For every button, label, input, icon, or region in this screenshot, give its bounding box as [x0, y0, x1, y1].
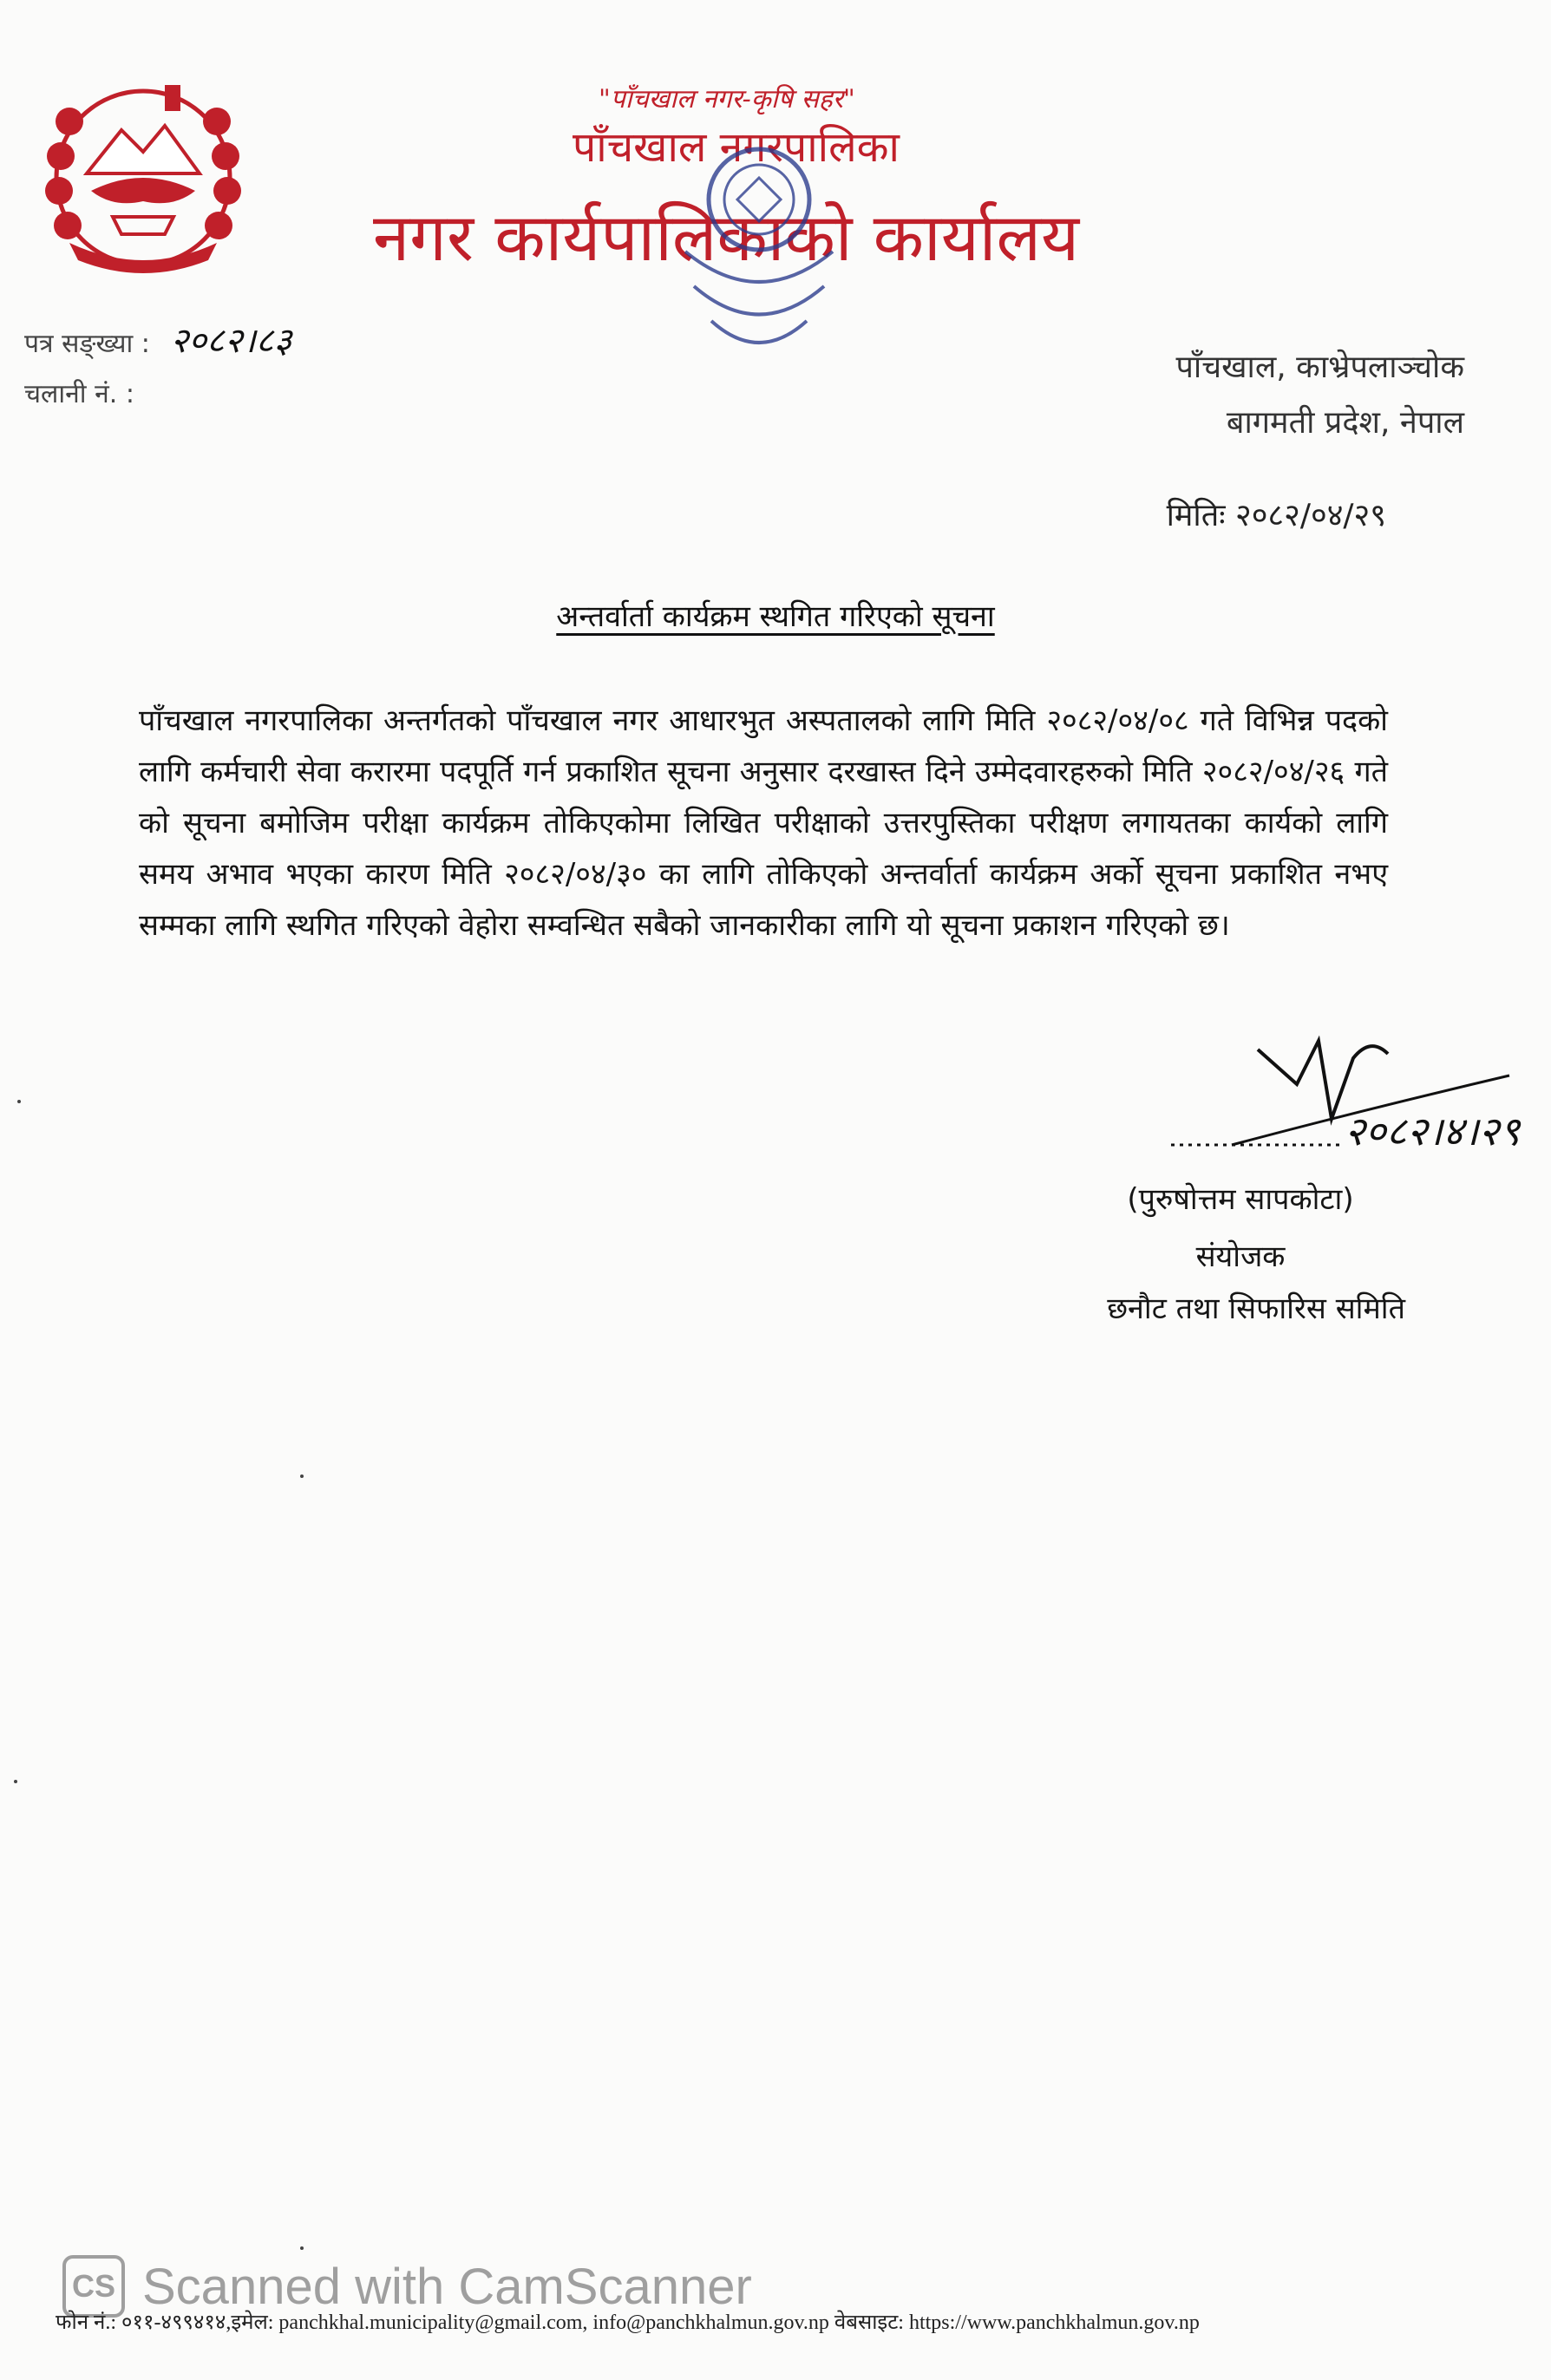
notice-subject-text: अन्तर्वार्ता कार्यक्रम स्थगित गरिएको सूचना — [556, 599, 995, 634]
scan-speck — [14, 1780, 17, 1783]
signer-block — [1067, 1171, 1414, 1285]
scan-speck — [17, 1100, 21, 1103]
signer-name: (पुरुषोत्तम सापकोटा) — [1127, 1182, 1354, 1217]
reference-block — [24, 316, 291, 420]
chalani-row — [24, 369, 291, 420]
camscanner-text: Scanned with CamScanner — [142, 2258, 752, 2315]
patra-row — [24, 316, 291, 369]
address-line-2: बागमती प्रदेश, नेपाल — [1226, 405, 1464, 441]
signer-committee: छनौट तथा सिफारिस समिति — [1107, 1291, 1405, 1326]
signature-icon — [1145, 1023, 1544, 1171]
footer-contact: फोन नं.: ०११-४९९४१४,इमेल: panchkhal.municipality@gmail.com, info@panchkhalmun.gov.np वेबसाइट: https://www.panchkhalmun.gov.np — [56, 2311, 1200, 2334]
office-seal-icon — [659, 139, 859, 382]
letter-date: मितिः २०८२/०४/२९ — [1166, 498, 1386, 533]
patra-number: २०८२।८३ — [170, 321, 292, 361]
office-address — [1175, 340, 1464, 451]
notice-subject — [0, 595, 1551, 635]
handwritten-date: २०८२।४।२९ — [1345, 1108, 1521, 1154]
signer-title: संयोजक — [1195, 1239, 1286, 1274]
address-line-1: पाँचखाल, काभ्रेपलाञ्चोक — [1175, 350, 1464, 385]
chalani-label: चलानी नं. : — [24, 379, 134, 409]
nepal-emblem-icon — [35, 69, 252, 286]
patra-label: पत्र सङ्ख्या : — [24, 329, 150, 359]
notice-body: पाँचखाल नगरपालिका अन्तर्गतको पाँचखाल नगर आधारभुत अस्पतालको लागि मिति २०८२/०४/०८ गते विभिन्न पदको लागि कर्मचारी सेवा करारमा पदपूर्ति गर्न प्रकाशित सूचना अनुसार दरखास्त दिने उम्मेदवारहरुको मिति २०८२/०४/२६ गते को सूचना बमोजिम परीक्षा कार्यक्रम तोकिएकोमा लिखित परीक्षाको उत्तरपुस्तिका परीक्षण लगायतका कार्यको लागि समय अभाव भएका कारण मिति २०८२/०४/३० का लागि तोकिएको अन्तर्वार्ता कार्यक्रम अर्को सूचना प्रकाशित नभए सम्मका लागि स्थगित गरिएको वेहोरा सम्वन्धित सबैको जानकारीका लागि यो सूचना प्रकाशन गरिएको छ। — [139, 703, 1388, 943]
scan-speck — [300, 1474, 304, 1478]
camscanner-logo-icon: CS — [62, 2255, 125, 2318]
municipality-name: पाँचखाल नगरपालिका — [573, 123, 900, 172]
scan-speck — [300, 2246, 304, 2250]
municipality-motto: "पाँचखाल नगर-कृषि सहर" — [599, 84, 855, 114]
office-name: नगर कार्यपालिकाको कार्यालय — [373, 199, 1080, 276]
